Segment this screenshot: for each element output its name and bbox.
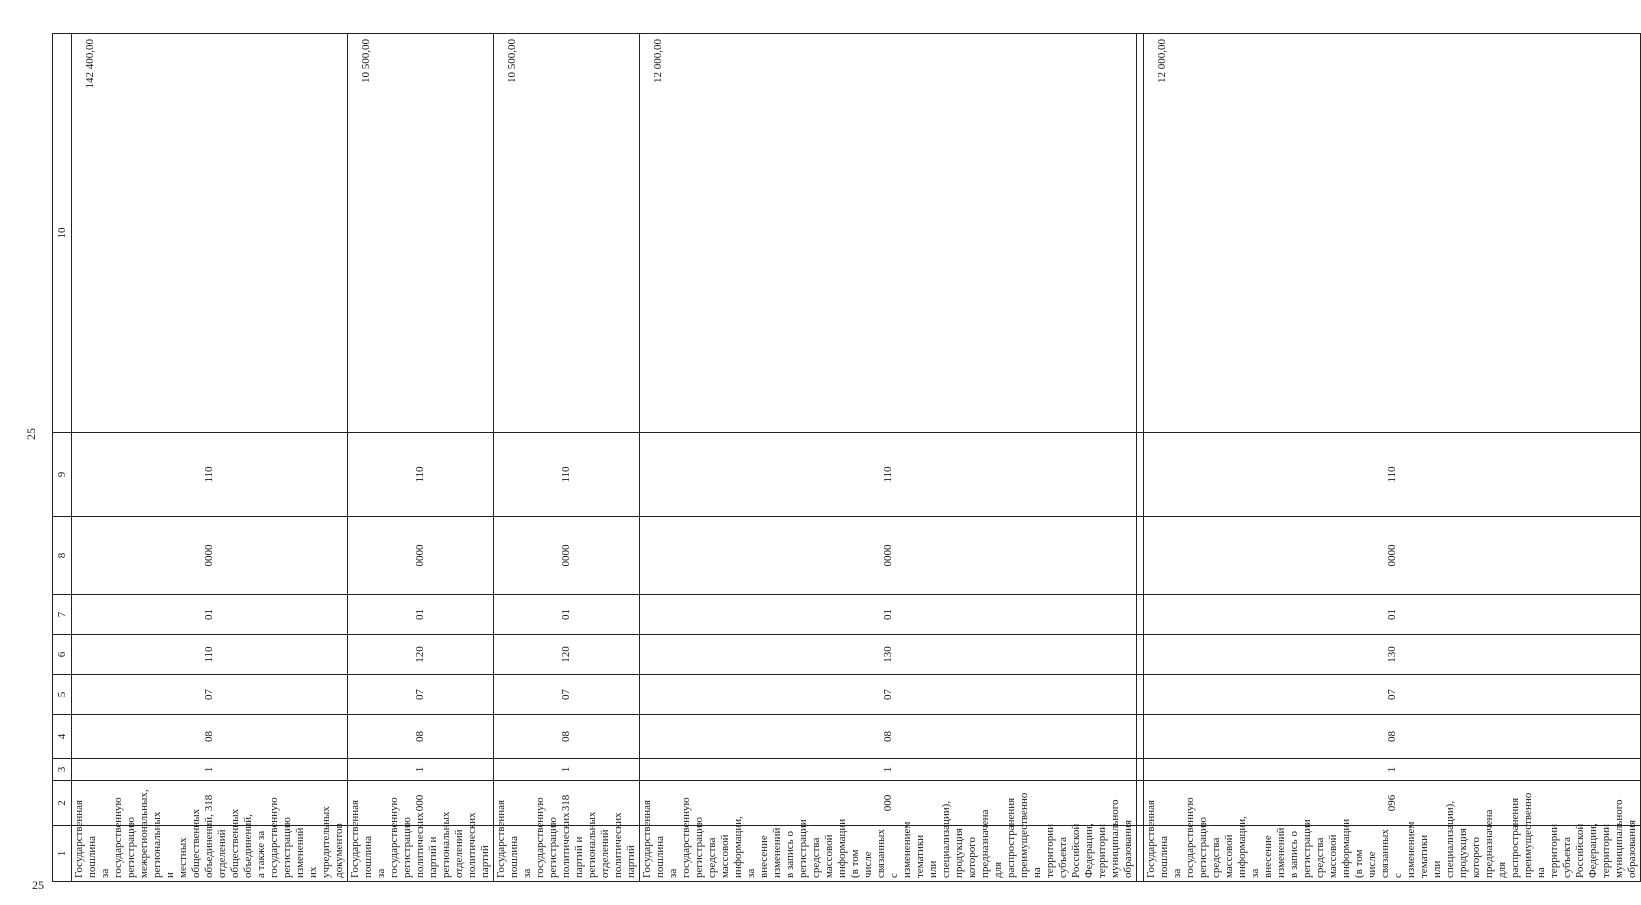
cell-c6: 130 [640, 635, 1137, 675]
cell-c8: 0000 [494, 517, 640, 595]
cell-c6: 120 [348, 635, 494, 675]
cell-c5: 07 [348, 675, 494, 715]
cell-c9: 110 [1144, 433, 1641, 517]
row-description: Государственная пошлина за государственную регистрацию средства массовой информации, за внесение изменений в запись о регистрации средства массовой информации (в том числе связанных с изменением тематики или специализации), продукция которого предназначена для распространения преимущественно на территории субъекта Российской Федерации, территории муниципального образования [640, 826, 1137, 882]
cell-c7: 01 [640, 595, 1137, 635]
cell-c3: 1 [1144, 759, 1641, 781]
cell-c8: 0000 [348, 517, 494, 595]
col-header-8: 8 [53, 517, 72, 595]
cell-c3: 1 [348, 759, 494, 781]
cell-c9: 110 [640, 433, 1137, 517]
cell-c7: 01 [494, 595, 640, 635]
cell-c8: 0000 [640, 517, 1137, 595]
row-description: Государственная пошлина за государственную регистрацию средства массовой информации, за внесение изменений в запись о регистрации средства массовой информации (в том числе связанных с изменением тематики или специализации), продукция которого предназначена для распространения преимущественно на территории субъекта Российской Федерации, территории муниципального образования [1144, 826, 1641, 882]
cell-admin-code: 318 [494, 781, 640, 826]
row-description: Государственная пошлина за государственную регистрацию политических партий и региональных отделений политических партий [494, 826, 640, 882]
row-description: Государственная пошлина за государственную регистрацию межрегиональных, региональных и местных общественных объединений, отделений общественных объединений, а также за государственную регистрацию изменений их учредительных документов [72, 826, 348, 882]
cell-c4: 08 [348, 715, 494, 759]
table-row [1144, 34, 1641, 882]
cell-c6: 120 [494, 635, 640, 675]
cell-c4: 08 [1144, 715, 1641, 759]
col-header-7: 7 [53, 595, 72, 635]
col-header-10: 10 [53, 34, 72, 433]
cell-admin-code: 000 [348, 781, 494, 826]
cell-c8: 0000 [72, 517, 348, 595]
cell-c6: 130 [1144, 635, 1641, 675]
cell-c8: 0000 [1144, 517, 1641, 595]
cell-c7: 01 [348, 595, 494, 635]
header-row [53, 34, 72, 882]
col-header-1: 1 [53, 826, 72, 882]
cell-admin-code: 096 [1144, 781, 1641, 826]
cell-amount: 12 000,00 [1144, 34, 1641, 433]
table-row [494, 34, 640, 882]
col-header-9: 9 [53, 433, 72, 517]
cell-amount: 142 400,00 [72, 34, 348, 433]
cell-c5: 07 [1144, 675, 1641, 715]
cell-c4: 08 [72, 715, 348, 759]
col-header-6: 6 [53, 635, 72, 675]
cell-c7: 01 [1144, 595, 1641, 635]
cell-amount: 12 000,00 [640, 34, 1137, 433]
page-number-footer: 25 [32, 878, 44, 892]
cell-c3: 1 [494, 759, 640, 781]
table-spacer-row [1137, 34, 1144, 882]
cell-c9: 110 [348, 433, 494, 517]
cell-c5: 07 [494, 675, 640, 715]
col-header-3: 3 [53, 759, 72, 781]
table-row [72, 34, 348, 882]
cell-c9: 110 [494, 433, 640, 517]
cell-c5: 07 [72, 675, 348, 715]
budget-revenue-table [52, 33, 1641, 882]
page-number-header: 25 [24, 428, 38, 440]
cell-c6: 110 [72, 635, 348, 675]
cell-c3: 1 [640, 759, 1137, 781]
cell-c7: 01 [72, 595, 348, 635]
cell-amount: 10 500,00 [348, 34, 494, 433]
cell-admin-code: 318 [72, 781, 348, 826]
table-row [640, 34, 1137, 882]
row-description: Государственная пошлина за государственную регистрацию политических партий и региональных отделений политических партий [348, 826, 494, 882]
budget-revenue-table-rotated [52, 34, 1638, 882]
col-header-2: 2 [53, 781, 72, 826]
cell-admin-code: 000 [640, 781, 1137, 826]
table-row [348, 34, 494, 882]
cell-c4: 08 [494, 715, 640, 759]
cell-amount: 10 500,00 [494, 34, 640, 433]
cell-c4: 08 [640, 715, 1137, 759]
col-header-5: 5 [53, 675, 72, 715]
cell-c9: 110 [72, 433, 348, 517]
col-header-4: 4 [53, 715, 72, 759]
cell-c5: 07 [640, 675, 1137, 715]
cell-c3: 1 [72, 759, 348, 781]
